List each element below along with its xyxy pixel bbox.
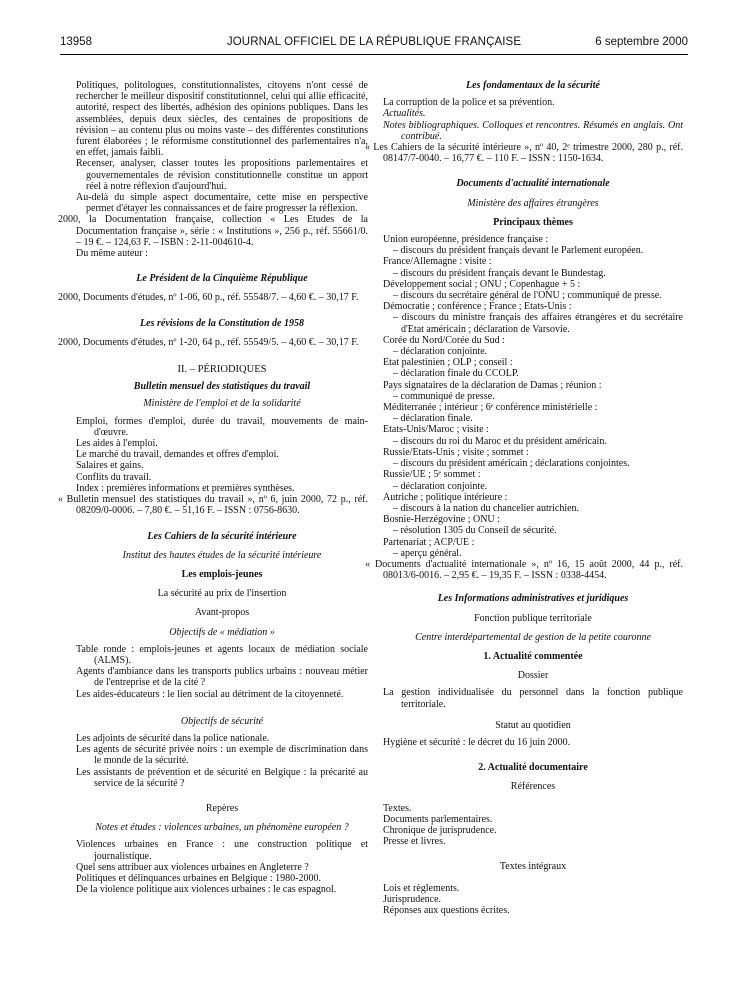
list-item: Les adjoints de sécurité dans la police nationale. (76, 732, 270, 744)
theme-item: – aperçu général. (393, 547, 462, 559)
list-item: Agents d'ambiance dans les transports publics urbains : nouveau métier de l'entreprise et de la cité ? (76, 666, 368, 689)
theme-item: – discours du président français devant le Parlement européen. (393, 245, 644, 257)
list-item: Le marché du travail, demandes et offres d'emploi. (76, 449, 279, 461)
list-item: La gestion individualisée du personnel dans la fonction publique territoriale. (383, 687, 683, 710)
section-heading: Les Informations administratives et juridiques (437, 593, 629, 605)
theme-item: – communiqué de presse. (393, 390, 495, 402)
theme-item: – discours du roi du Maroc et du président américain. (393, 435, 607, 447)
list-item: Table ronde : emplois-jeunes et agents locaux de médiation sociale (ALMS). (76, 643, 368, 666)
list-item: Lois et règlements. (383, 882, 460, 894)
subheading: 1. Actualité commentée (483, 650, 583, 662)
list-item: Emploi, formes d'emploi, durée du travail, mouvements de main-d'œuvre. (76, 415, 368, 438)
theme-item: – discours à la nation du chancelier autrichien. (393, 502, 580, 514)
header-rule (60, 54, 688, 55)
subheading: Fonction publique territoriale (474, 612, 592, 624)
journal-title: JOURNAL OFFICIEL DE LA RÉPUBLIQUE FRANÇAISE (226, 36, 522, 48)
subheading: Dossier (517, 670, 549, 682)
list-item: Conflits du travail. (76, 471, 152, 483)
subheading: Objectifs de « médiation » (169, 626, 275, 638)
subheading: La sécurité au prix de l'insertion (157, 588, 287, 600)
subheading: Textes intégraux (499, 861, 567, 873)
theme-item: – discours du président américain ; déclarations conjointes. (393, 458, 630, 470)
subheading: Objectifs de sécurité (180, 715, 264, 727)
theme-heading: Bosnie-Herzégovine ; ONU : (383, 514, 500, 526)
left-column (58, 80, 368, 896)
list-item: De la violence politique aux violences urbaines : le cas espagnol. (76, 884, 337, 896)
part-heading: II. – PÉRIODIQUES (177, 364, 267, 376)
subheading: Statut au quotidien (495, 719, 571, 731)
list-item: Les assistants de prévention et de sécurité en Belgique : la précarité au service de la sécurité ? (76, 766, 368, 789)
section-heading: Les fondamentaux de la sécurité (466, 80, 600, 91)
theme-heading: France/Allemagne : visite : (383, 256, 492, 268)
subheading: 2. Actualité documentaire (478, 762, 588, 774)
subheading: Institut des hautes études de la sécurité intérieure (122, 549, 322, 561)
theme-item: – déclaration finale du CCOLP. (393, 368, 519, 380)
list-item: Les aides-éducateurs : le lien social au détriment de la citoyenneté. (76, 688, 344, 700)
section-heading: Les révisions de la Constitution de 1958 (140, 317, 304, 329)
list-item: Violences urbaines en France : une construction politique et journalistique. (76, 839, 368, 862)
intro-paragraph: Au-delà du simple aspect documentaire, cette mise en perspective permet d'étayer les connaissances et de faire progresser la réflexion. (76, 192, 368, 215)
subheading: Les emplois-jeunes (181, 568, 263, 580)
subheading: Notes et études : violences urbaines, un phénomène européen ? (95, 822, 349, 834)
list-item: Réponses aux questions écrites. (383, 904, 510, 916)
themes-list (383, 234, 683, 559)
theme-item: – discours du ministre français des affaires étrangères et du secrétaire d'Etat américain ; déclaration de Varsovie. (393, 312, 683, 335)
theme-heading: Etat palestinien ; OLP ; conseil : (383, 357, 513, 369)
page-number: 13958 (60, 36, 92, 48)
list-item: Index : premières informations et premières synthèses. (76, 482, 295, 494)
right-column (365, 80, 683, 916)
list-item: Presse et livres. (383, 836, 446, 848)
subheading: Principaux thèmes (493, 216, 573, 228)
reference: 2000, Documents d'études, nº 1-20, 64 p., réf. 55549/5. – 4,60 €. – 30,17 F. (58, 336, 359, 348)
subheading: Avant-propos (194, 607, 250, 619)
theme-heading: Méditerranée ; intérieur ; 6ᵉ conférence ministérielle : (383, 402, 598, 414)
theme-heading: Partenariat ; ACP/UE : (383, 536, 475, 548)
theme-heading: Démocratie ; conférence ; France ; Etats-Unis : (383, 301, 572, 313)
subheading: Références (510, 781, 556, 793)
theme-item: – déclaration finale. (393, 413, 473, 425)
theme-item: – déclaration conjointe. (393, 480, 488, 492)
section-heading: Le Président de la Cinquième République (136, 273, 308, 285)
subheading: Centre interdépartemental de gestion de la petite couronne (415, 631, 651, 643)
theme-item: – déclaration conjointe. (393, 346, 488, 358)
issue-date: 6 septembre 2000 (595, 36, 688, 48)
theme-heading: Etats-Unis/Maroc ; visite : (383, 424, 489, 436)
list-item: Documents parlementaires. (383, 813, 493, 825)
list-item: Chronique de jurisprudence. (383, 824, 497, 836)
section-heading: Les Cahiers de la sécurité intérieure (147, 530, 297, 542)
theme-item: – résolution 1305 du Conseil de sécurité. (393, 525, 557, 537)
list-item: La corruption de la police et sa prévention. (383, 97, 555, 109)
subheading: Repères (205, 802, 239, 814)
subheading: Ministère des affaires étrangères (467, 197, 599, 209)
list-item: Quel sens attribuer aux violences urbaines en Angleterre ? (76, 861, 309, 873)
list-item: Hygiène et sécurité : le décret du 16 juin 2000. (383, 736, 571, 748)
theme-heading: Corée du Nord/Corée du Sud : (383, 334, 505, 346)
reference: 2000, la Documentation française, collection « Les Etudes de la Documentation française », série : « Institutions », 256 p., réf. 55661/0. – 19 €. – 124,63 F. – ISBN : 2-11-004610-4. (58, 214, 368, 248)
reference: « Les Cahiers de la sécurité intérieure », nº 40, 2ᵉ trimestre 2000, 280 p., réf. 08147/7-0040. – 16,77 €. – 110 F. – ISSN : 1150-1634. (365, 142, 683, 165)
intro-paragraph: Recenser, analyser, classer toutes les propositions parlementaires et gouvernementales de révision constitutionnelle constitue un apport réel à notre réflexion d'aujourd'hui. (76, 158, 368, 192)
theme-item: – discours du secrétaire général de l'ONU ; communiqué de presse. (393, 290, 662, 302)
list-item: Actualités. (383, 108, 426, 120)
list-item: Les agents de sécurité privée noirs : un exemple de discrimination dans le monde de la sécurité. (76, 744, 368, 767)
list-item: Notes bibliographiques. Colloques et rencontres. Résumés en anglais. Ont contribué. (383, 119, 683, 142)
section-heading: Documents d'actualité internationale (456, 178, 610, 190)
list-item: Jurisprudence. (383, 893, 442, 905)
reference: « Documents d'actualité internationale », nº 16, 15 août 2000, 44 p., réf. 08013/6-0016. – 2,95 €. – 19,35 F. – ISSN : 0338-4454. (365, 558, 683, 582)
list-item: Les aides à l'emploi. (76, 438, 158, 450)
list-item: Textes. (383, 802, 412, 814)
subheading: Ministère de l'emploi et de la solidarité (143, 398, 301, 410)
theme-heading: Développement social ; ONU ; Copenhague + 5 : (383, 278, 581, 290)
theme-heading: Pays signataires de la déclaration de Damas ; réunion : (383, 379, 602, 391)
section-heading: Bulletin mensuel des statistiques du travail (133, 381, 311, 393)
theme-heading: Union européenne, présidence française : (383, 234, 549, 246)
reference: « Bulletin mensuel des statistiques du travail », nº 6, juin 2000, 72 p., réf. 08209/0-0006. – 7,80 €. – 51,16 F. – ISSN : 0756-8630. (58, 494, 368, 517)
theme-item: – discours du président français devant le Bundestag. (393, 267, 606, 279)
same-author-label: Du même auteur : (76, 248, 148, 260)
page-header (60, 36, 688, 52)
list-item: Salaires et gains. (76, 460, 144, 472)
intro-paragraph: Politiques, politologues, constitutionnalistes, citoyens n'ont cessé de rechercher le meilleur dispositif constitutionnel, celui qui allie efficacité, autorité, respect des libertés, adhésion des opinions publiques. Dans les assemblées, depuis deux siècles, des centaines de propositions de révision – au contenu plus ou moins vaste – des différentes constitutions furent élaborées ; le réformisme constitutionnel des parlementaires n'a, en effet, jamais faibli. (76, 80, 368, 159)
theme-heading: Russie/UE ; 5ᵉ sommet : (383, 469, 481, 481)
reference: 2000, Documents d'études, nº 1-06, 60 p., réf. 55548/7. – 4,60 €. – 30,17 F. (58, 292, 359, 304)
theme-heading: Autriche ; politique intérieure : (383, 491, 508, 503)
list-item: Politiques et délinquances urbaines en Belgique : 1980-2000. (76, 872, 321, 884)
theme-heading: Russie/Etats-Unis ; visite ; sommet : (383, 446, 529, 458)
